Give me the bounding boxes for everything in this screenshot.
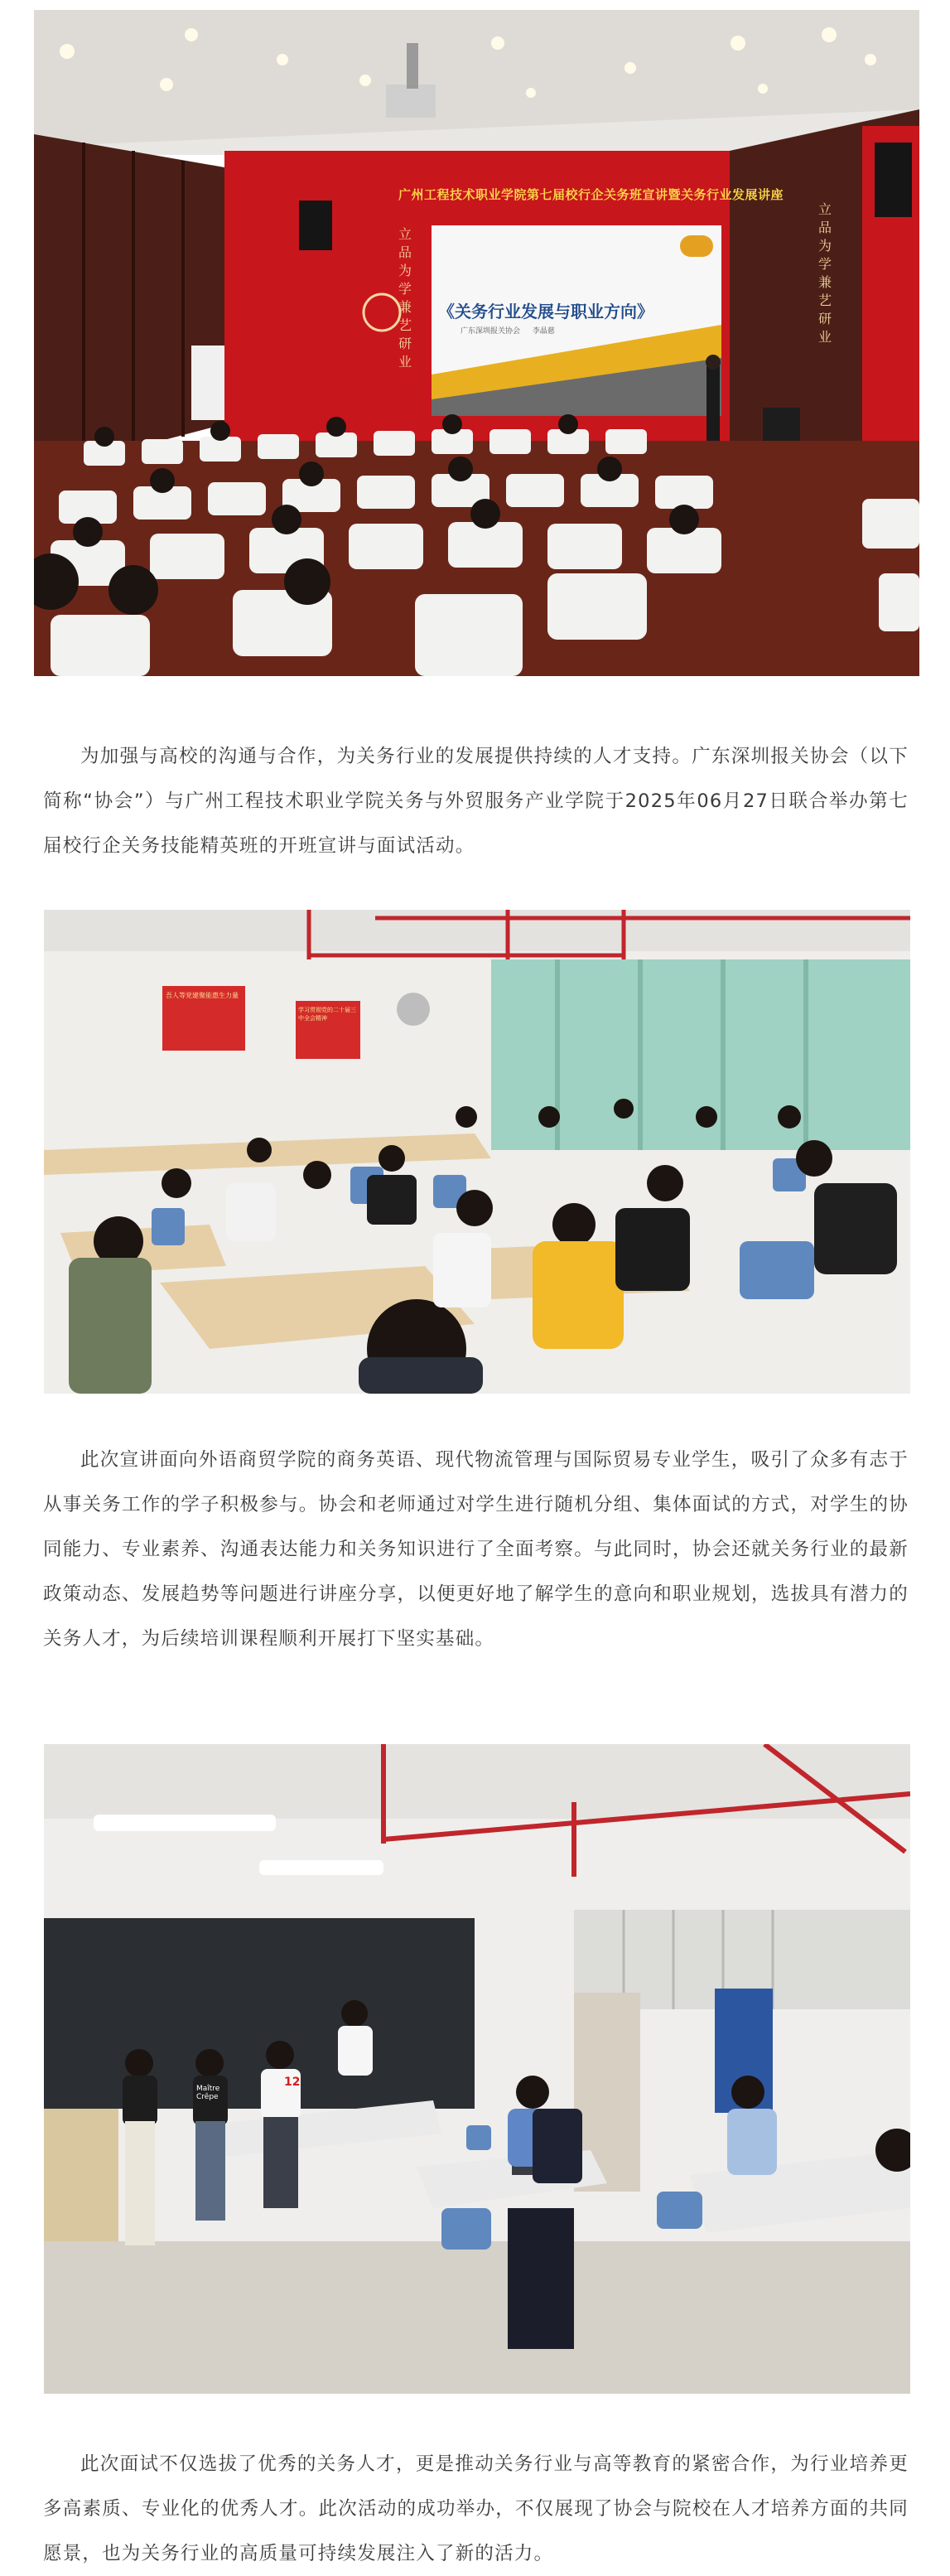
jersey-number: 12 [284,2076,301,2089]
slide-subtitle-presenter: 李晶慈 [532,327,555,336]
article-paragraph-2: 此次宣讲面向外语商贸学院的商务英语、现代物流管理与国际贸易专业学生，吸引了众多有志于从事关务工作的学子积极参与。协会和老师通过对学生进行随机分组、集体面试的方式，对学生的协同能力、专业素养、沟通表达能力和关务知识进行了全面考察。与此同时，协会还就关务行业的最新政策动态、发展趋势等问题进行讲座分享，以便更好地了解学生的意向和职业规划，选拔具有潜力的关务人才，为后续培训课程顺利开展打下坚实基础。 [43,1449,909,1650]
article-paragraph-1: 为加强与高校的沟通与合作，为关务行业的发展提供持续的人才支持。广东深圳报关协会（以下简称“协会”）与广州工程技术职业学院关务与外贸服务产业学院于2025年06月27日联合举办第七届校行企关务技能精英班的开班宣讲与面试活动。 [43,746,909,857]
right-couplet: 立品为学 兼艺研业 [818,201,832,345]
slide-title: 《关务行业发展与职业方向》 [438,302,653,321]
poster-left: 吾人等党建聚能惠生力量 [166,992,239,999]
lecture-hall-photo [34,10,919,676]
slide-subtitle-org: 广东深圳报关协会 [461,327,521,336]
slide-subtitle [461,325,555,336]
stage-banner: 广州工程技术职业学院第七届校行企关务班宣讲暨关务行业发展讲座 [398,187,784,202]
group-interview-photo [44,1744,910,2394]
classroom-interview-photo [44,910,910,1394]
poster-right: 学习贯彻党的二十届三中全会精神 [298,1007,356,1022]
shirt-print: Maître Crêpe [196,2085,220,2101]
left-couplet: 立品为学 兼艺研业 [398,226,412,370]
article-paragraph-3: 此次面试不仅选拔了优秀的关务人才，更是推动关务行业与高等教育的紧密合作，为行业培养更多高素质、专业化的优秀人才。此次活动的成功举办，不仅展现了协会与院校在人才培养方面的共同愿景，也为关务行业的高质量可持续发展注入了新的活力。 [43,2453,909,2564]
